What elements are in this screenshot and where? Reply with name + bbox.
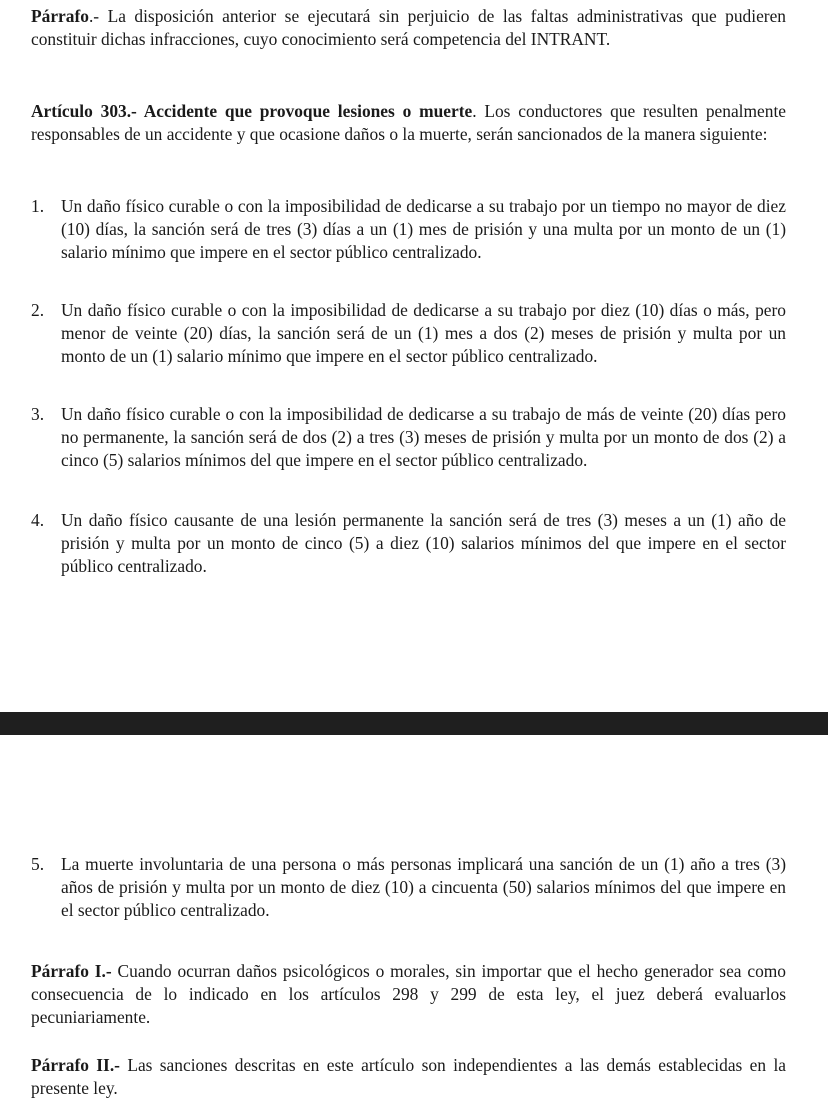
list-item-3 xyxy=(31,403,786,472)
page-divider xyxy=(0,712,828,735)
list-item-text: La muerte involuntaria de una persona o más personas implicará una sanción de un (1) año a tres (3) años de prisión y multa por un monto de diez (10) a cincuenta (50) salarios mínimos del que impere en el sector público centralizado. xyxy=(61,854,786,920)
list-item-text: Un daño físico curable o con la imposibilidad de dedicarse a su trabajo por un tiempo no mayor de diez (10) días, la sanción será de tres (3) días a un (1) mes de prisión y una multa por un monto de un (1) salario mínimo que impere en el sector público centralizado. xyxy=(61,196,786,262)
list-item-number: 4. xyxy=(31,510,45,530)
document-page-bottom xyxy=(0,735,828,1111)
list-item-text: Un daño físico curable o con la imposibilidad de dedicarse a su trabajo por diez (10) días o más, pero menor de veinte (20) días, la sanción será de un (1) mes a dos (2) meses de prisión y multa por un monto de un (1) salario mínimo que impere en el sector público centralizado. xyxy=(61,300,786,366)
parrafo-ii-paragraph xyxy=(31,1054,786,1100)
parrafo-ii-text: Las sanciones descritas en este artículo son independientes a las demás establecidas en la presente ley. xyxy=(31,1055,786,1098)
list-item-number: 1. xyxy=(31,196,45,216)
parrafo-i-paragraph xyxy=(31,960,786,1029)
article-303-text: . Los conductores que resulten penalmente responsables de un accidente y que ocasione daños o la muerte, serán sancionados de la manera siguiente: xyxy=(31,101,786,144)
list-item-4 xyxy=(31,509,786,578)
parrafo-i-label: Párrafo I.- xyxy=(31,961,112,981)
article-303-heading: Artículo 303.- Accidente que provoque lesiones o muerte xyxy=(31,101,473,121)
parrafo-paragraph xyxy=(31,5,786,51)
parrafo-ii-label: Párrafo II.- xyxy=(31,1055,120,1075)
list-item-number: 2. xyxy=(31,300,45,320)
list-item-text: Un daño físico curable o con la imposibilidad de dedicarse a su trabajo de más de veinte (20) días pero no permanente, la sanción será de dos (2) a tres (3) meses de prisión y multa por un monto de dos (2) a cinco (5) salarios mínimos del que impere en el sector público centralizado. xyxy=(61,404,786,470)
list-item-1 xyxy=(31,195,786,264)
list-item-number: 5. xyxy=(31,854,45,874)
parrafo-i-text: Cuando ocurran daños psicológicos o morales, sin importar que el hecho generador sea como consecuencia de lo indicado en los artículos 298 y 299 de esta ley, el juez deberá evaluarlos pecuniariamente. xyxy=(31,961,786,1027)
list-item-number: 3. xyxy=(31,404,45,424)
article-303-intro xyxy=(31,100,786,146)
list-item-5 xyxy=(31,853,786,922)
list-item-2 xyxy=(31,299,786,368)
parrafo-label: Párrafo xyxy=(31,6,89,26)
parrafo-text: .- La disposición anterior se ejecutará sin perjuicio de las faltas administrativas que pudieren constituir dichas infracciones, cuyo conocimiento será competencia del INTRANT. xyxy=(31,6,786,49)
list-item-text: Un daño físico causante de una lesión permanente la sanción será de tres (3) meses a un (1) año de prisión y multa por un monto de cinco (5) a diez (10) salarios mínimos del que impere en el sector público centralizado. xyxy=(61,510,786,576)
